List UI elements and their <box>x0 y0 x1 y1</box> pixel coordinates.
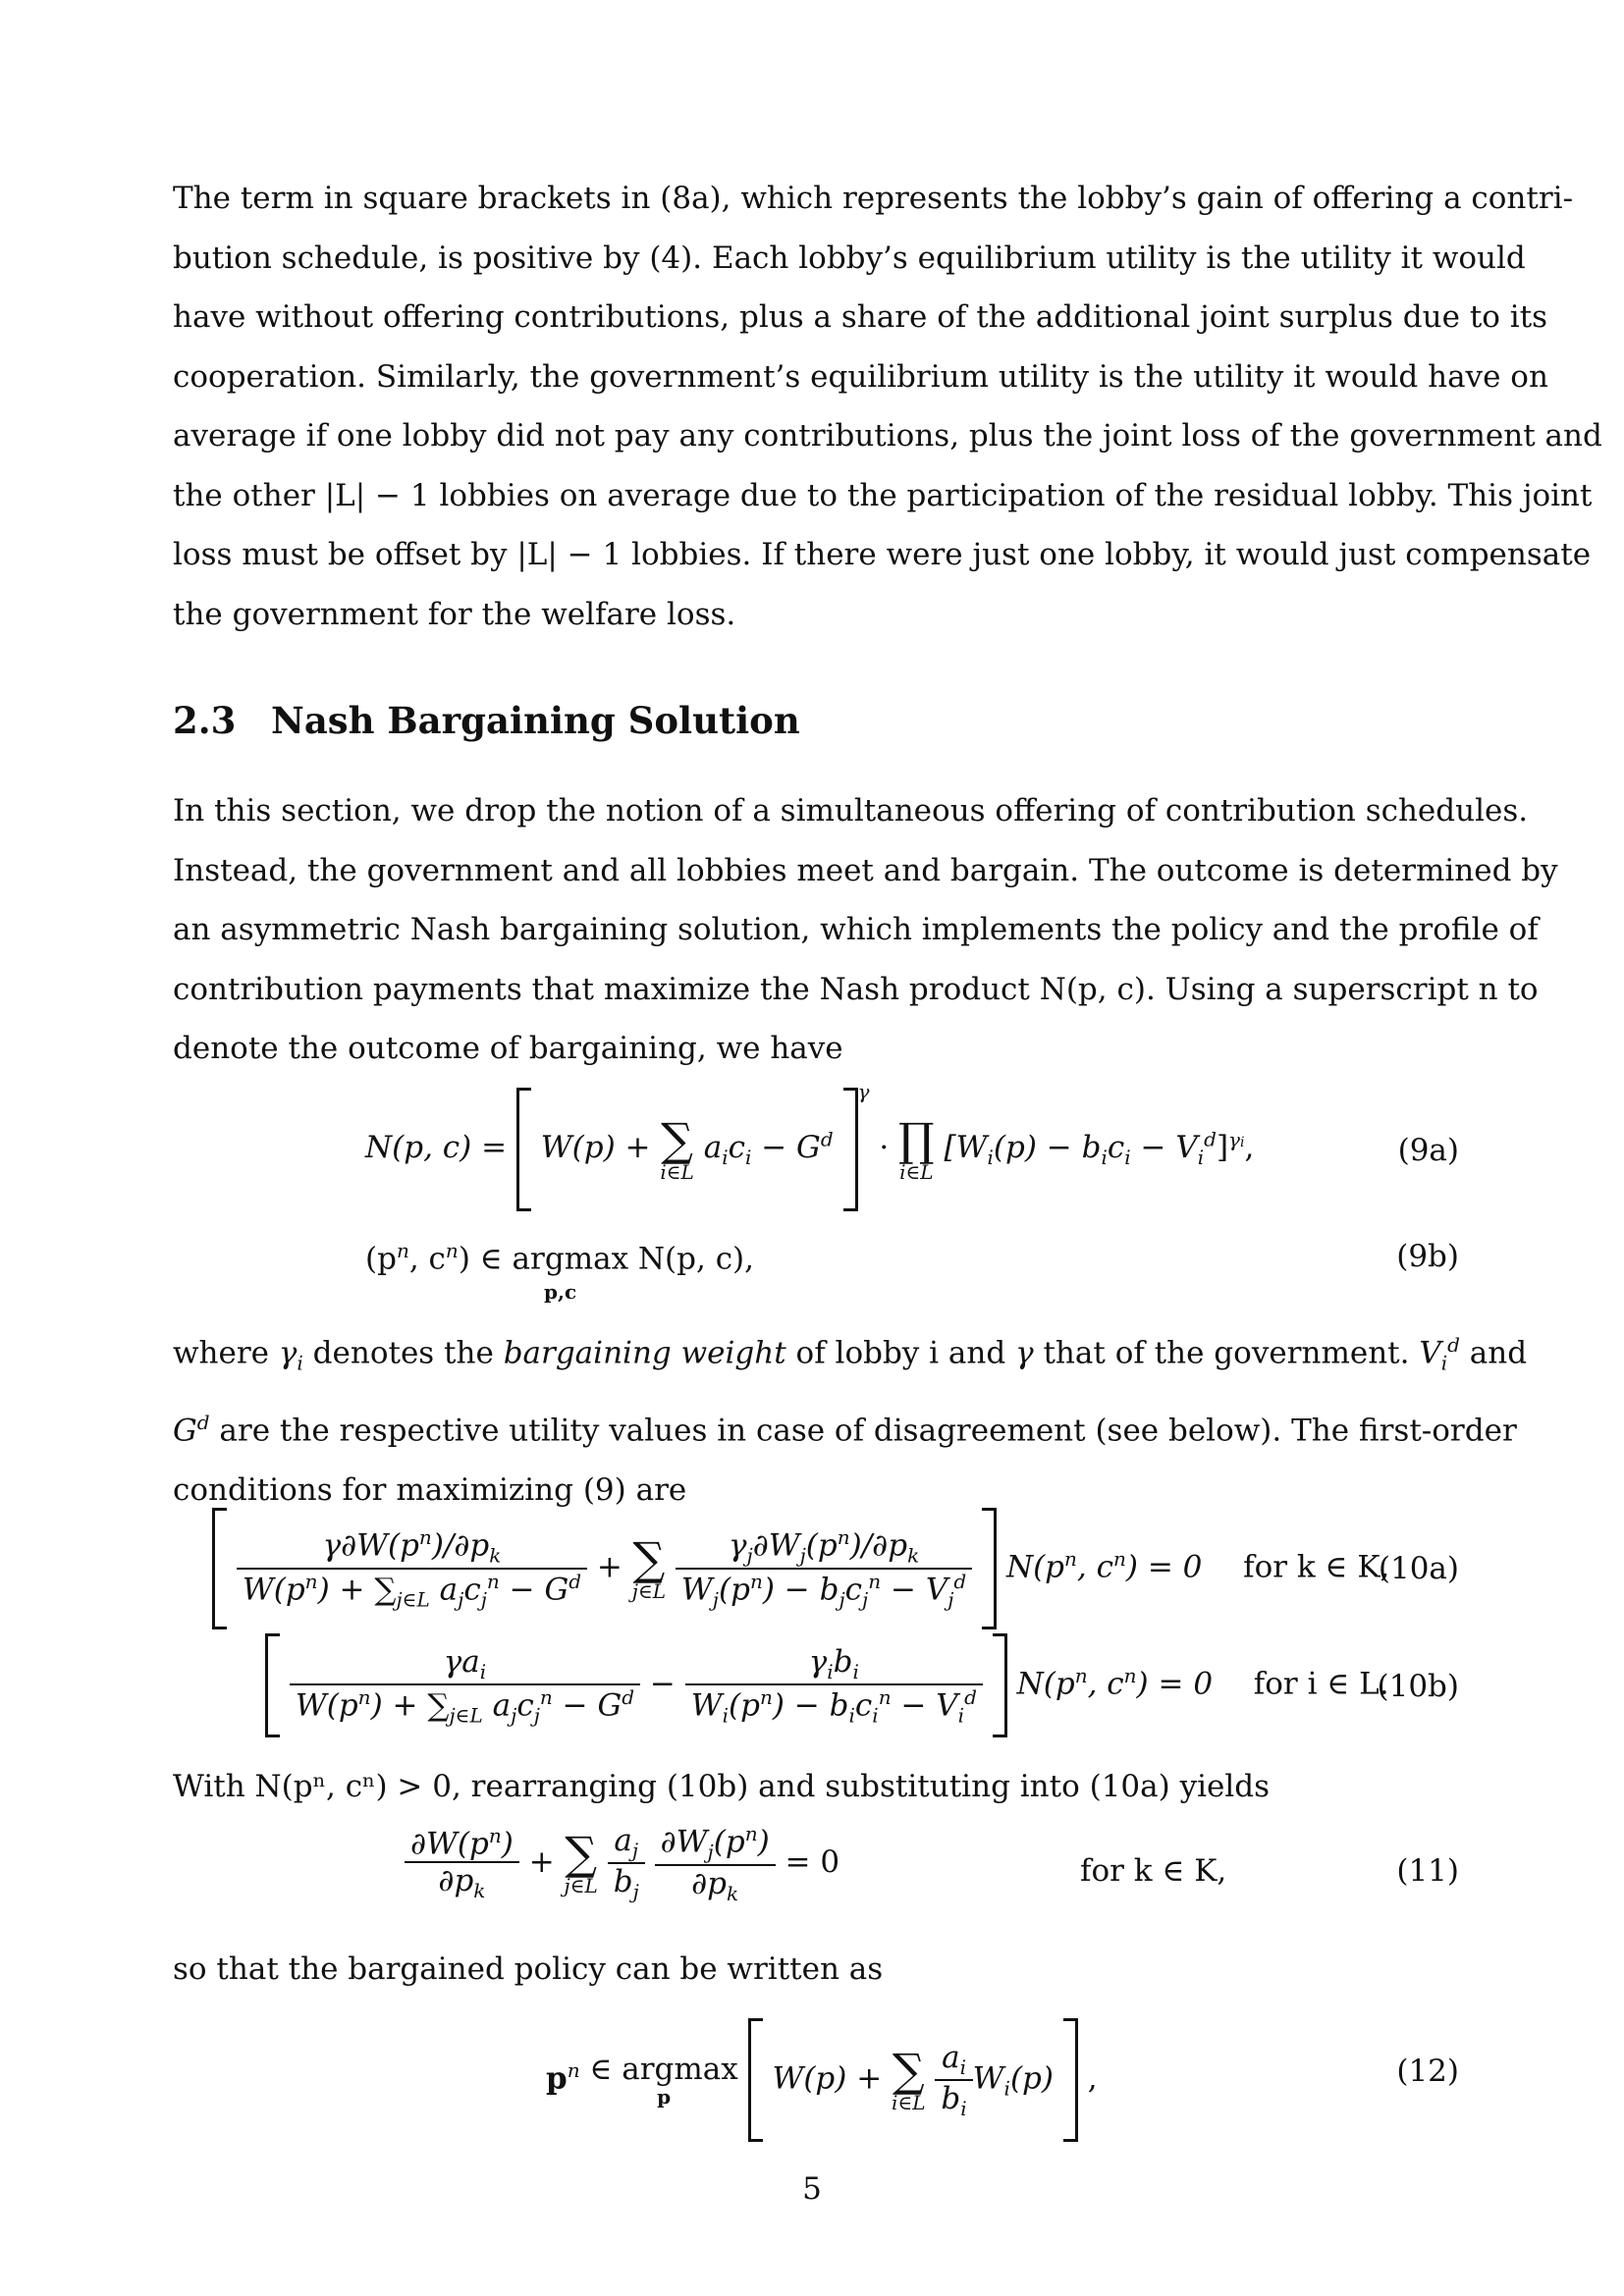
equation-label: (12) <box>1396 2054 1459 2089</box>
equation-label: (9b) <box>1396 1239 1459 1274</box>
text-line: denote the outcome of bargaining, we have <box>173 1031 843 1066</box>
text-line: contribution payments that maximize the Nash product N(p, c). Using a superscript n to <box>173 971 1539 1007</box>
text-line: In this section, we drop the notion of a simultaneous offering of contribution schedules. <box>173 793 1529 828</box>
argmax-subscript: p,c <box>544 1280 577 1304</box>
fraction: $\frac{a_j}{b_j}$ <box>608 1823 645 1903</box>
equation-label: (10a) <box>1378 1551 1459 1586</box>
equation-10b: $\frac{\gamma a_i}{W(p^n) + \sum_{j\in L} a_jc_j^n - G^d}$ − $\frac{\gamma_ib_i}{W_i(p^n) - b_ic_i^n - V_i^d}$ $N(p^n$, $c^n) = 0$ for i ∈ L. <box>265 1633 1389 1737</box>
text-line: With N(pⁿ, cⁿ) > 0, rearranging (10b) and substituting into (10a) yields <box>173 1769 1271 1804</box>
text-line: conditions for maximizing (9) are <box>173 1471 687 1508</box>
text-line: Instead, the government and all lobbies meet and bargain. The outcome is determined by <box>173 852 1558 888</box>
left-bracket <box>516 1088 531 1211</box>
right-bracket <box>982 1508 997 1629</box>
sum-symbol: ∑ j∈L <box>564 1827 598 1898</box>
right-bracket <box>993 1633 1007 1737</box>
right-bracket <box>1063 2018 1078 2142</box>
sum-symbol: ∑ i∈L <box>660 1112 694 1184</box>
text-line: have without offering contributions, plus a share of the additional joint surplus due to its <box>173 299 1548 335</box>
fraction: $\frac{\partial W_j(p^n)}{\partial p_k}$ <box>655 1822 776 1905</box>
fraction: $\frac{\partial W(p^n)}{\partial p_k}$ <box>405 1824 519 1903</box>
paragraph-weights <box>173 1315 1528 1520</box>
equation-label: (11) <box>1396 1853 1459 1889</box>
equation-9a: N(p, c) = W(p) + ∑ i∈L $a_ic_i - G^d$ $^\gamma$ · ∏ i∈L $[W_i(p) - b_ic_i - V_i^d]^{\gamma i}$, <box>365 1080 1254 1211</box>
eq-term: W(p) + <box>540 1130 661 1165</box>
sum-symbol: ∑ i∈L <box>892 2044 926 2114</box>
argmax: ∈ argmax p <box>589 2051 738 2109</box>
section-number: 2.3 <box>173 699 237 742</box>
sum-symbol: ∑ j∈L <box>631 1532 667 1603</box>
fraction: $\frac{\gamma a_i}{W(p^n) + \sum_{j\in L} a_jc_j^n - G^d}$ <box>290 1644 640 1728</box>
text-line: average if one lobby did not pay any contributions, plus the joint loss of the government and <box>173 418 1602 454</box>
paragraph-intro <box>173 169 1602 644</box>
eq-lhs: N(p, c) = <box>365 1130 508 1165</box>
equation-label: (9a) <box>1397 1133 1459 1168</box>
equation-9b: ($p^n$, $c^n$) ∈ argmax N(p, c), p,c <box>365 1239 755 1304</box>
condition: for i ∈ L. <box>1253 1666 1389 1702</box>
paragraph-section <box>173 781 1558 1079</box>
text-line: so that the bargained policy can be written as <box>173 1951 884 1987</box>
text-line: The term in square brackets in (8a), which represents the lobby’s gain of offering a contri- <box>173 181 1574 216</box>
left-bracket <box>748 2018 763 2142</box>
fraction: $\frac{\gamma\partial W(p^n)/\partial p_k}{W(p^n) + \sum_{j\in L} a_jc_j^n - G^d}$ <box>237 1525 587 1611</box>
left-bracket <box>212 1508 227 1629</box>
product-symbol: ∏ i∈L <box>898 1112 935 1184</box>
fraction: $\frac{\gamma_j\partial W_j(p^n)/\partial p_k}{W_j(p^n) - b_jc_j^n - V_j^d}$ <box>676 1525 972 1611</box>
paragraph-so <box>173 1940 1459 2000</box>
fraction: $\frac{a_i}{b_i}$ <box>935 2040 972 2120</box>
left-bracket <box>265 1633 280 1737</box>
section-title: Nash Bargaining Solution <box>271 699 800 742</box>
equation-12: $p^n$ ∈ argmax p W(p) + ∑ i∈L $\frac{a_i}{b_i}$ $W_i(p)$ , <box>546 2018 1098 2142</box>
condition: for k ∈ K, <box>1080 1853 1227 1889</box>
page-number: 5 <box>802 2171 822 2207</box>
right-bracket <box>843 1088 858 1211</box>
text-line: an asymmetric Nash bargaining solution, which implements the policy and the profile of <box>173 912 1539 947</box>
text-line: loss must be offset by |L| − 1 lobbies. If there were just one lobby, it would just compensate <box>173 537 1592 572</box>
equation-11: $\frac{\partial W(p^n)}{\partial p_k}$ + ∑ j∈L $\frac{a_j}{b_j}$ $\frac{\partial W_j(p^n)}{\partial p_k}$ = 0 <box>405 1822 839 1905</box>
paragraph-with <box>173 1757 1459 1817</box>
text-line: the other |L| − 1 lobbies on average due to the participation of the residual lobby. This joint <box>173 477 1593 513</box>
text-line: the government for the welfare loss. <box>173 596 736 632</box>
equation-label: (10b) <box>1377 1669 1459 1704</box>
fraction: $\frac{\gamma_ib_i}{W_i(p^n) - b_ic_i^n - V_i^d}$ <box>685 1644 983 1728</box>
text-line: cooperation. Similarly, the government’s equilibrium utility is the utility it would have on <box>173 358 1548 395</box>
text-line: where $\gamma_i$ denotes the bargaining weight of lobby i and γ that of the government. $V_i^d$ and <box>173 1333 1528 1375</box>
condition: for k ∈ K, <box>1243 1549 1390 1585</box>
text-line: bution schedule, is positive by (4). Each lobby’s equilibrium utility is the utility it would <box>173 240 1526 276</box>
text-line: $G^d$ are the respective utility values in case of disagreement (see below). The first-order <box>173 1411 1517 1449</box>
section-heading <box>173 699 800 742</box>
equation-10a: $\frac{\gamma\partial W(p^n)/\partial p_k}{W(p^n) + \sum_{j\in L} a_jc_j^n - G^d}$ + ∑ j∈L $\frac{\gamma_j\partial W_j(p^n)/\partial p_k}{W_j(p^n) - b_jc_j^n - V_j^d}$ $N(p^n$, $c^n) = 0$ for k ∈ K, <box>212 1508 1389 1629</box>
